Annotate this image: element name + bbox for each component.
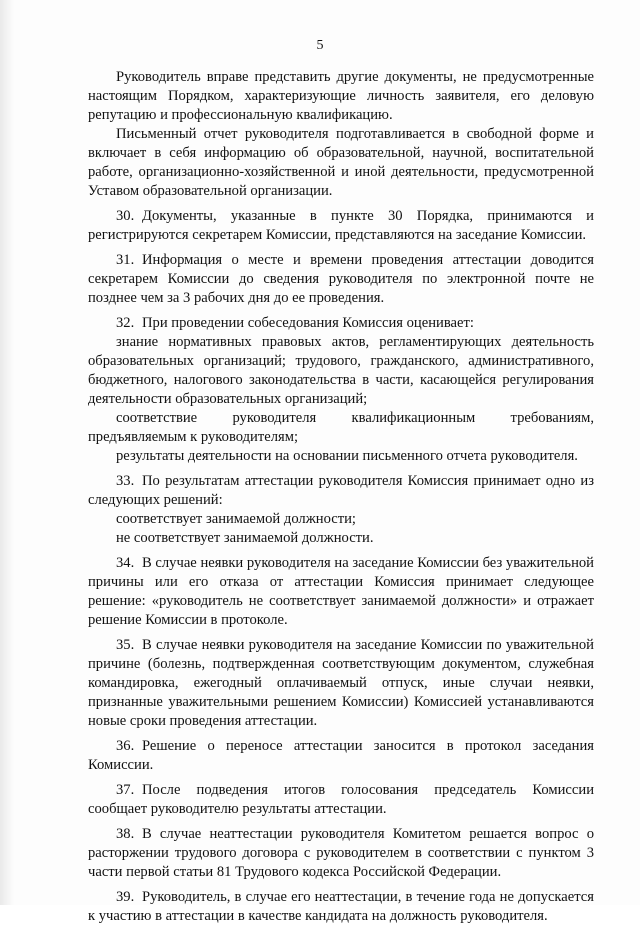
paragraph <box>88 68 594 125</box>
paragraph-number: 38. <box>116 826 135 842</box>
paragraph <box>88 554 594 630</box>
paragraph-text: соответствие руководителя квалификационным требованиям, предъявляемым к руководителям; <box>88 410 594 445</box>
paragraph <box>88 251 594 308</box>
paragraph <box>88 409 594 447</box>
paragraph <box>88 472 594 510</box>
paragraph <box>88 510 594 529</box>
paragraph-text: По результатам аттестации руководителя Комиссия принимает одно из следующих решений: <box>88 473 594 508</box>
paragraph <box>88 888 594 926</box>
paragraph-number: 39. <box>116 889 135 905</box>
document-body <box>88 68 594 926</box>
paragraph <box>88 125 594 201</box>
paragraph-text: соответствует занимаемой должности; <box>116 511 356 527</box>
paragraph-number: 31. <box>116 252 135 268</box>
paragraph-number: 33. <box>116 473 135 489</box>
paragraph <box>88 333 594 409</box>
paragraph <box>88 636 594 731</box>
paragraph-text: Письменный отчет руководителя подготавливается в свободной форме и включает в себя информацию об образовательной, научной, воспитательной работе, организационно-хозяйственной и иной деятельности, предусмотренной Уставом образовательной организации. <box>88 126 594 199</box>
paragraph <box>88 781 594 819</box>
paragraph <box>88 529 594 548</box>
paragraph <box>88 737 594 775</box>
paragraph-text: В случае неаттестации руководителя Комитетом решается вопрос о расторжении трудового договора с руководителем в соответствии с пунктом 3 части первой статьи 81 Трудового кодекса Российской Федерации. <box>88 826 594 880</box>
paragraph <box>88 447 594 466</box>
paragraph-text: После подведения итогов голосования председатель Комиссии сообщает руководителю результаты аттестации. <box>88 782 594 817</box>
paragraph-text: результаты деятельности на основании письменного отчета руководителя. <box>116 448 578 464</box>
paragraph <box>88 207 594 245</box>
paragraph <box>88 314 594 333</box>
paragraph-text: Решение о переносе аттестации заносится в протокол заседания Комиссии. <box>88 738 594 773</box>
paragraph-text: Руководитель, в случае его неаттестации, в течение года не допускается к участию в аттестации в качестве кандидата на должность руководителя. <box>88 889 594 924</box>
paragraph-text: Информация о месте и времени проведения аттестации доводится секретарем Комиссии до сведения руководителя по электронной почте не позднее чем за 3 рабочих дня до ее проведения. <box>88 252 594 306</box>
paragraph-text: В случае неявки руководителя на заседание Комиссии по уважительной причине (болезнь, подтвержденная соответствующим документом, служебная командировка, ежегодный оплачиваемый отпуск, иные случаи неявки, признанные уважительными решением Комиссии) Комиссией устанавливаются новые сроки проведения аттестации. <box>88 637 594 729</box>
paragraph-text: При проведении собеседования Комиссия оценивает: <box>142 315 474 331</box>
scan-edge-shadow <box>0 0 14 905</box>
paragraph-text: Руководитель вправе представить другие документы, не предусмотренные настоящим Порядком, характеризующие личность заявителя, его деловую репутацию и профессиональную квалификацию. <box>88 69 594 123</box>
paragraph-text: Документы, указанные в пункте 30 Порядка, принимаются и регистрируются секретарем Комиссии, представляются на заседание Комиссии. <box>88 208 594 243</box>
paragraph <box>88 825 594 882</box>
paragraph-number: 30. <box>116 208 135 224</box>
paragraph-number: 32. <box>116 315 135 331</box>
paragraph-number: 37. <box>116 782 135 798</box>
page-number: 5 <box>316 38 324 53</box>
paragraph-text: не соответствует занимаемой должности. <box>116 530 374 546</box>
paragraph-number: 36. <box>116 738 135 754</box>
paragraph-text: В случае неявки руководителя на заседание Комиссии без уважительной причины или его отказа от аттестации Комиссия принимает следующее решение: «руководитель не соответствует занимаемой должности» и отражает решение Комиссии в протоколе. <box>88 555 594 628</box>
paragraph-number: 35. <box>116 637 135 653</box>
paragraph-text: знание нормативных правовых актов, регламентирующих деятельность образовательных организаций; трудового, гражданского, административного, бюджетного, налогового законодательства в части, касающейся регулирования деятельности образовательных организаций; <box>88 334 594 407</box>
paragraph-number: 34. <box>116 555 135 571</box>
